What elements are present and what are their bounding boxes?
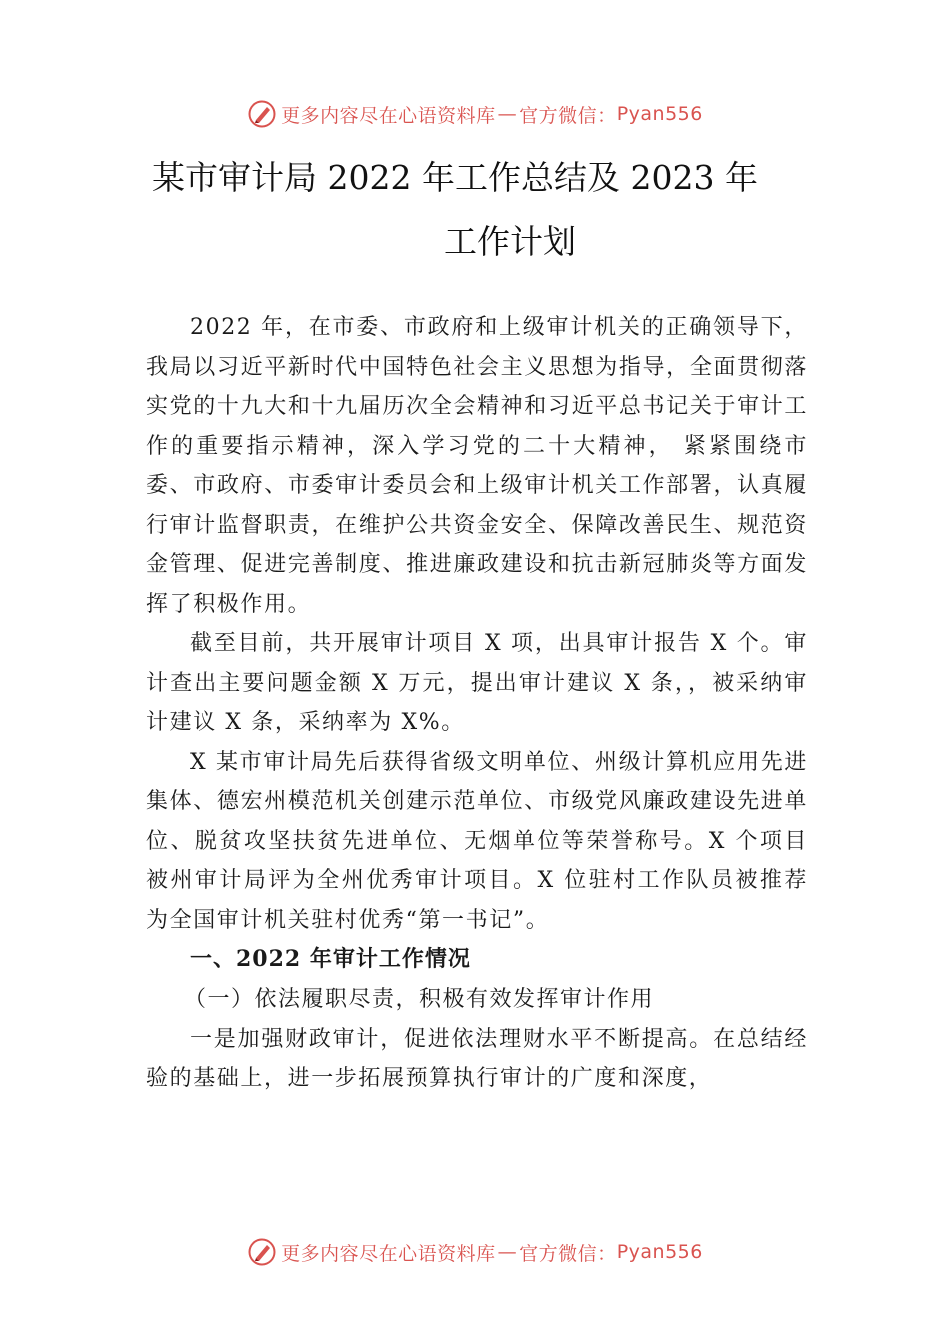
pen-logo-icon: [247, 1237, 277, 1267]
pen-logo-icon: [247, 99, 277, 129]
paragraph-honors: X 某市审计局先后获得省级文明单位、州级计算机应用先进集体、德宏州模范机关创建示范单位、市级党风廉政建设先进单位、脱贫攻坚扶贫先进单位、无烟单位等荣誉称号。X 个项目被州审计局评为全州优秀审计项目。X 位驻村工作队员被推荐为全国审计机关驻村优秀“第一书记”。: [146, 749, 808, 933]
document-title-line-1: 某市审计局 2022 年工作总结及 2023 年: [152, 158, 758, 197]
paragraph-fiscal-audit: 一是加强财政审计，促进依法理财水平不断提高。在总结经验的基础上，进一步拓展预算执行审计的广度和深度，: [146, 1026, 808, 1091]
paragraph-statistics: 截至目前，共开展审计项目 X 项，出具审计报告 X 个。审计查出主要问题金额 X 万元，提出审计建议 X 条，，被采纳审计建议 X 条，采纳率为 X%。: [146, 631, 808, 735]
section-heading-1: 一、2022 年审计工作情况: [190, 946, 471, 972]
watermark-label: 官方微信：: [519, 104, 617, 127]
document-body: [146, 308, 808, 1099]
watermark-text: 更多内容尽在心语资料库: [281, 1242, 496, 1265]
watermark-id: Pyan556: [616, 1241, 703, 1263]
watermark-label: 官方微信：: [519, 1242, 617, 1265]
watermark-separator: —: [497, 103, 518, 125]
document-title-line-2: 工作计划: [444, 222, 576, 261]
watermark-text: 更多内容尽在心语资料库: [281, 104, 496, 127]
watermark-id: Pyan556: [616, 103, 703, 125]
watermark-separator: —: [497, 1241, 518, 1263]
watermark-header: [0, 94, 950, 134]
subsection-heading-1: （一）依法履职尽责，积极有效发挥审计作用: [184, 986, 655, 1012]
watermark-footer: [0, 1232, 950, 1272]
paragraph-intro: 2022 年，在市委、市政府和上级审计机关的正确领导下，我局以习近平新时代中国特色社会主义思想为指导，全面贯彻落实党的十九大和十九届历次全会精神和习近平总书记关于审计工作的重要指示精神，深入学习党的二十大精神， 紧紧围绕市委、市政府、市委审计委员会和上级审计机关工作部署，认真履行审计监督职责，在维护公共资金安全、保障改善民生、规范资金管理、促进完善制度、推进廉政建设和抗击新冠肺炎等方面发挥了积极作用。: [146, 315, 808, 617]
